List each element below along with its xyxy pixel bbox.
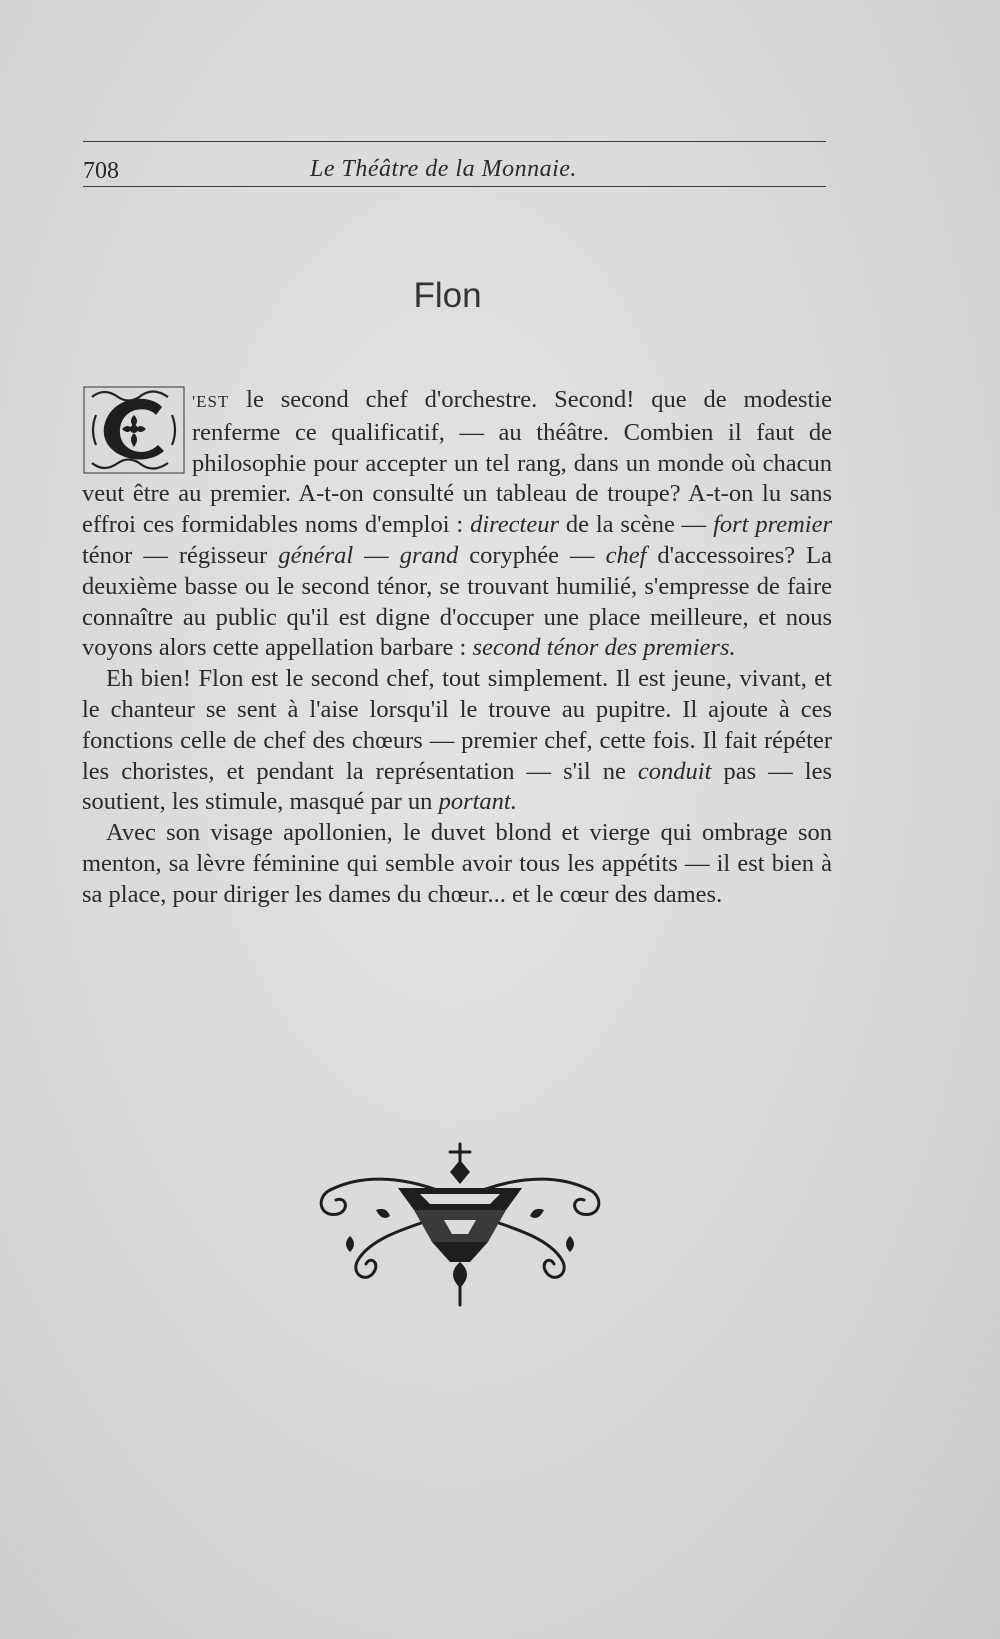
text-span: de la scène — bbox=[559, 511, 714, 539]
fleuron-ornament-icon bbox=[310, 1140, 610, 1310]
smallcaps-opening: 'EST bbox=[192, 392, 230, 411]
page-number: 708 bbox=[83, 158, 119, 184]
running-head: Le Théâtre de la Monnaie. bbox=[310, 156, 577, 182]
text-span: — bbox=[353, 541, 400, 569]
text-span: pas — les soutient, les stimule, masqué par un bbox=[82, 757, 832, 816]
italic-term: second ténor des premiers. bbox=[472, 634, 736, 662]
italic-term: grand bbox=[399, 541, 459, 569]
paragraph bbox=[82, 664, 832, 818]
paragraph bbox=[82, 385, 832, 664]
italic-term: conduit bbox=[637, 757, 712, 785]
text-span: coryphée — bbox=[458, 541, 606, 569]
header-rule-top bbox=[83, 141, 826, 142]
italic-term: général bbox=[278, 541, 354, 569]
ornate-letter-c-icon bbox=[82, 385, 186, 475]
body-text bbox=[82, 385, 832, 911]
paragraph bbox=[82, 818, 832, 910]
text-span: ténor — régisseur bbox=[82, 541, 279, 569]
text-span: le second chef d'orchestre. Second! que de modestie renferme ce qualificatif, — au théâtre. Combien il faut de philosophie pour accepter un tel rang, dans un monde où chacun veut être au premier. A-t-on consulté un tableau de troupe? A-t-on lu sans effroi ces formidables noms d'emploi : bbox=[82, 386, 832, 539]
header-rule-bottom bbox=[83, 186, 826, 187]
italic-term: chef bbox=[605, 541, 647, 569]
italic-term: fort premier bbox=[713, 511, 832, 539]
text-span: Avec son visage apollonien, le duvet blond et vierge qui ombrage son menton, sa lèvre féminine qui semble avoir tous les appétits — il est bien à sa place, pour diriger les dames du chœur... et le cœur des dames. bbox=[82, 819, 832, 908]
chapter-title: Flon bbox=[413, 276, 482, 315]
text-span: Eh bien! Flon est le second chef, tout simplement. Il est jeune, vivant, et le chanteur se sent à l'aise lorsqu'il le trouve au pupitre. Il ajoute à ces fonctions celle de chef des chœurs — premier chef, cette fois. Il fait répéter les choristes, et pendant la représentation — s'il ne bbox=[82, 665, 832, 785]
italic-term: directeur bbox=[470, 511, 559, 539]
italic-term: portant. bbox=[438, 788, 517, 816]
text-span: d'accessoires? La deuxième basse ou le second ténor, se trouvant humilié, s'empresse de faire connaître au public qu'il est digne d'occuper une place meilleure, et nous voyons alors cette appellation barbare : bbox=[82, 541, 832, 662]
